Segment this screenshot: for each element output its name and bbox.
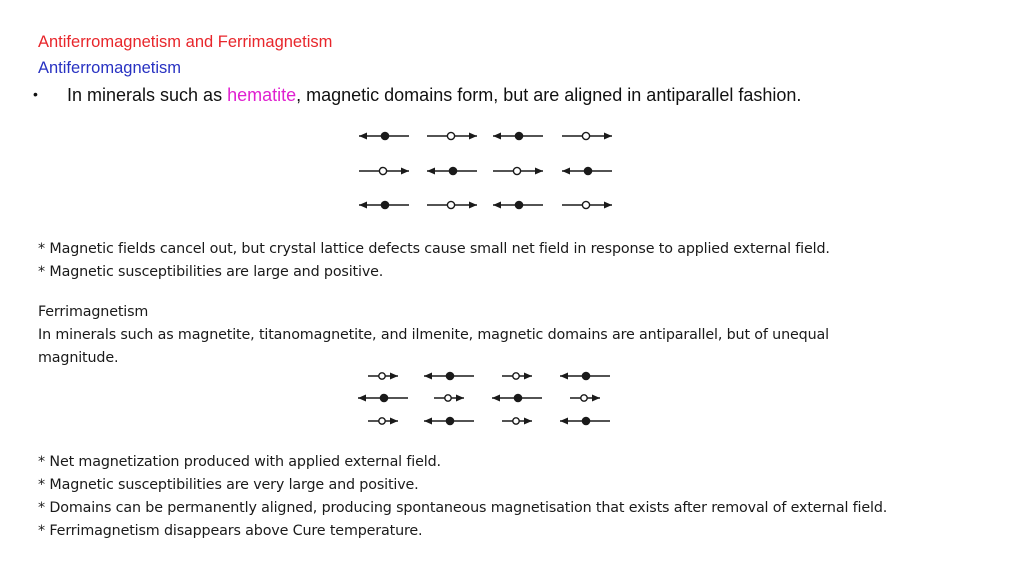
ferri-domain-r3-c4-arrow [560,417,610,424]
ferri-note-2: * Magnetic susceptibilities are very large and positive. [38,477,419,493]
ferrimagnetism-heading: Ferrimagnetism [38,304,149,320]
ferri-domain-r2-c4-arrow [570,395,600,402]
ferri-domain-r1-c3-arrow [502,373,532,380]
bullet-text-before: In minerals such as [67,85,228,105]
ferri-domain-r3-c2-arrow [424,417,474,424]
antiferro-note-2: * Magnetic susceptibilities are large and positive. [38,264,384,280]
hematite-highlight: hematite [227,85,297,105]
ferri-domain-r2-c1-arrow [358,394,408,401]
ferri-note-1: * Net magnetization produced with applied external field. [38,454,441,470]
bullet-text-after: , magnetic domains form, but are aligned in antiparallel fashion. [296,85,802,105]
section-heading-antiferromagnetism: Antiferromagnetism [38,59,182,77]
ferri-domain-r3-c1-arrow [368,418,398,425]
ferri-note-4: * Ferrimagnetism disappears above Cure temperature. [38,523,423,539]
ferri-domain-r1-c4-arrow [560,372,610,379]
ferri-description-line-1: In minerals such as magnetite, titanomagnetite, and ilmenite, magnetic domains are antiparallel, but of unequal [38,327,829,343]
bullet-marker: • [33,86,38,102]
ferri-domain-r3-c3-arrow [502,418,532,425]
ferri-description-line-2: magnitude. [38,350,119,366]
ferri-note-3: * Domains can be permanently aligned, producing spontaneous magnetisation that exists after removal of external field. [38,500,888,516]
page-title: Antiferromagnetism and Ferrimagnetism [38,33,333,51]
ferri-domain-r1-c2-arrow [424,372,474,379]
ferri-domain-r1-c1-arrow [368,373,398,380]
antiferro-note-1: * Magnetic fields cancel out, but crystal lattice defects cause small net field in response to applied external field. [38,241,830,257]
ferri-domain-r2-c2-arrow [434,395,464,402]
ferri-domain-r2-c3-arrow [492,394,542,401]
